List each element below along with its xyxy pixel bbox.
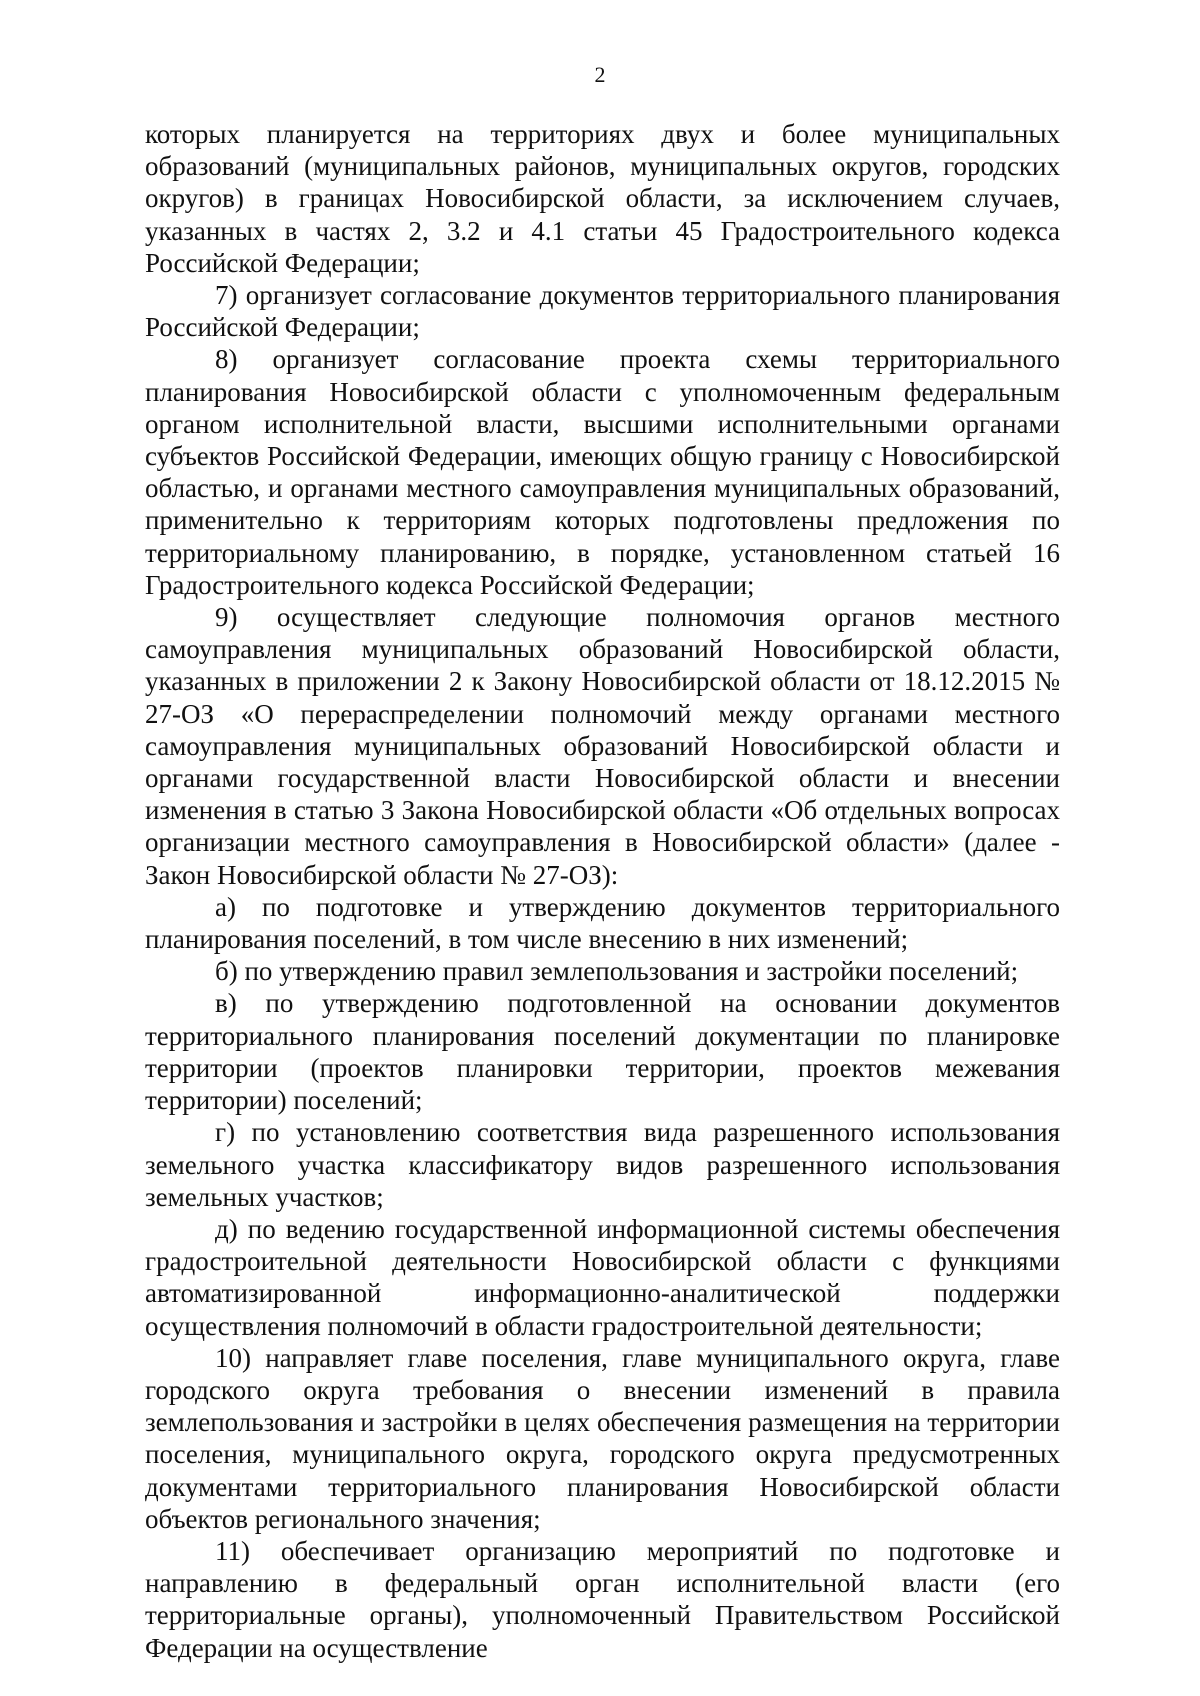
paragraph-item-9: 9) осуществляет следующие полномочия органов местного самоуправления муниципальных образований Новосибирской области, указанных в приложении 2 к Закону Новосибирской области от 18.12.2015 № 27-ОЗ «О перераспределении полномочий между органами местного самоуправления муниципальных образований Новосибирской области и органами государственной власти Новосибирской области и внесении изменения в статью 3 Закона Новосибирской области «Об отдельных вопросах организации местного самоуправления в Новосибирской области» (далее - Закон Новосибирской области № 27-ОЗ): [145,602,1060,890]
paragraph-subitem-b: б) по утверждению правил землепользования и застройки поселений; [215,956,1019,987]
paragraph-subitem-v: в) по утверждению подготовленной на основании документов территориального планирования поселений документации по планировке территории (проектов планировки территории, проектов межевания территории) поселений; [145,988,1060,1116]
paragraph-subitem-a: а) по подготовке и утверждению документов территориального планирования поселений, в том числе внесению в них изменений; [145,891,1060,955]
paragraph-subitem-d: д) по ведению государственной информационной системы обеспечения градостроительной деятельности Новосибирской области с функциями автоматизированной информационно-аналитической поддержки осуществления полномочий в области градостроительной деятельности; [145,1213,1060,1341]
paragraph-subitem-g: г) по установлению соответствия вида разрешенного использования земельного участка классификатору видов разрешенного использования земельных участков; [145,1117,1060,1212]
paragraph-continuation: которых планируется на территориях двух и более муниципальных образований (муниципальных районов, муниципальных округов, городских округов) в границах Новосибирской области, за исключением случаев, указанных в частях 2, 3.2 и 4.1 статьи 45 Градостроительного кодекса Российской Федерации; [145,119,1060,278]
paragraph-item-7: 7) организует согласование документов территориального планирования Российской Федерации; [145,280,1060,343]
paragraph-item-11: 11) обеспечивает организацию мероприятий по подготовке и направлению в федеральный орган исполнительной власти (его территориальные органы), уполномоченный Правительством Российской Федерации на осуществление [145,1535,1060,1663]
document-body [145,118,1060,1664]
page-number: 2 [594,62,606,87]
paragraph-item-10: 10) направляет главе поселения, главе муниципального округа, главе городского округа требования о внесении изменений в правила землепользования и застройки в целях обеспечения размещения на территории поселения, муниципального округа, городского округа предусмотренных документами территориального планирования Новосибирской области объектов регионального значения; [145,1342,1060,1534]
paragraph-item-8: 8) организует согласование проекта схемы территориального планирования Новосибирской области с уполномоченным федеральным органом исполнительной власти, высшими исполнительными органами субъектов Российской Федерации, имеющих общую границу с Новосибирской областью, и органами местного самоуправления муниципальных образований, применительно к территориям которых подготовлены предложения по территориальному планированию, в порядке, установленном статьей 16 Градостроительного кодекса Российской Федерации; [145,344,1060,600]
